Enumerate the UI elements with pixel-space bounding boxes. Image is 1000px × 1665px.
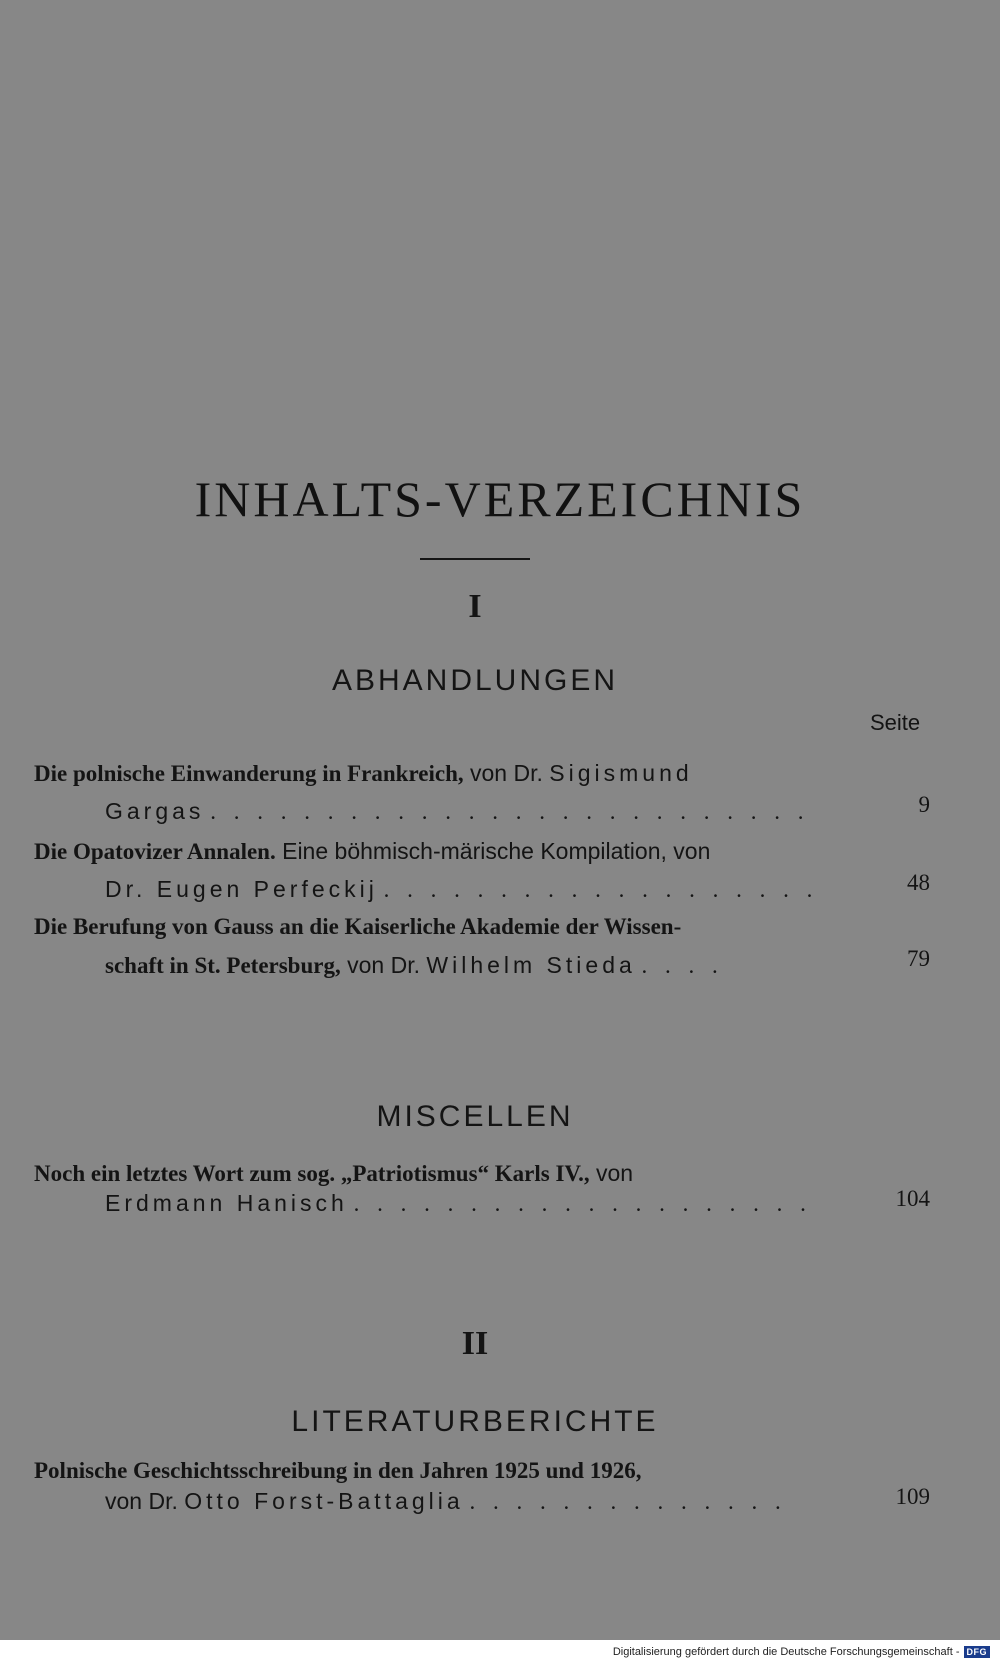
page-title: INHALTS-VERZEICHNIS [194,471,806,527]
page-number: 79 [907,946,930,971]
section-heading-abhandlungen: ABHANDLUNGEN [331,664,619,697]
entry-author: Otto Forst-Battaglia [184,1488,464,1514]
entry-title: Die polnische Einwanderung in Frankreich, [34,761,464,786]
entry-title: Noch ein letztes Wort zum sog. „Patriotismus“ Karls IV., [34,1161,590,1186]
toc-entry-line2 [105,798,855,825]
toc-entry-line1 [34,1458,854,1484]
toc-entry-line1 [34,838,854,865]
title-divider [420,558,530,560]
leader-dots: . . . . . . . . . . . . . . . . . . . [383,877,819,902]
page-number: 109 [895,1484,930,1509]
toc-entry-line2 [105,952,855,979]
leader-dots: . . . . . . . . . . . . . . [469,1489,787,1514]
toc-entry-line2 [105,1488,855,1515]
entry-title: Die Opatovizer Annalen. [34,839,276,864]
entry-text: von Dr. [105,1488,185,1514]
toc-entry-line2 [105,876,855,903]
page-number: 104 [895,1186,930,1211]
entry-author: Sigismund [549,760,693,786]
page-column-label: Seite [870,710,921,735]
entry-author: Wilhelm Stieda [426,952,636,978]
leader-dots: . . . . [641,953,724,978]
entry-title: Polnische Geschichtsschreibung in den Jahren 1925 und 1926, [34,1458,642,1483]
leader-dots: . . . . . . . . . . . . . . . . . . . . . . . . . . [210,799,810,824]
toc-entry-line1 [34,1160,854,1187]
section-heading-miscellen: MISCELLEN [376,1100,574,1133]
digitization-footer [613,1646,990,1658]
entry-author: Dr. Eugen Perfeckij [105,876,378,902]
page-number: 9 [918,792,930,817]
entry-author: Erdmann Hanisch [105,1190,348,1216]
page-number: 48 [907,870,930,895]
entry-title: schaft in St. Petersburg, [105,953,341,978]
footer-text: Digitalisierung gefördert durch die Deutsche Forschungsgemeinschaft - [612,1646,960,1658]
entry-text: von Dr. [463,760,550,786]
toc-entry-line1 [34,760,854,787]
part-numeral-1: I [468,588,482,625]
toc-entry-line1 [34,914,854,940]
entry-title: Die Berufung von Gauss an die Kaiserliche Akademie der Wissen- [34,914,682,939]
toc-entry-line2 [105,1190,855,1217]
dfg-logo: DFG [964,1646,991,1658]
leader-dots: . . . . . . . . . . . . . . . . . . . . [353,1191,812,1216]
section-heading-literaturberichte: LITERATURBERICHTE [291,1405,659,1438]
entry-text: von [589,1160,634,1186]
entry-text: von Dr. [340,952,427,978]
part-numeral-2: II [461,1325,489,1362]
entry-text: Eine böhmisch-märische Kompilation, von [275,838,711,864]
entry-author: Gargas [105,798,205,824]
